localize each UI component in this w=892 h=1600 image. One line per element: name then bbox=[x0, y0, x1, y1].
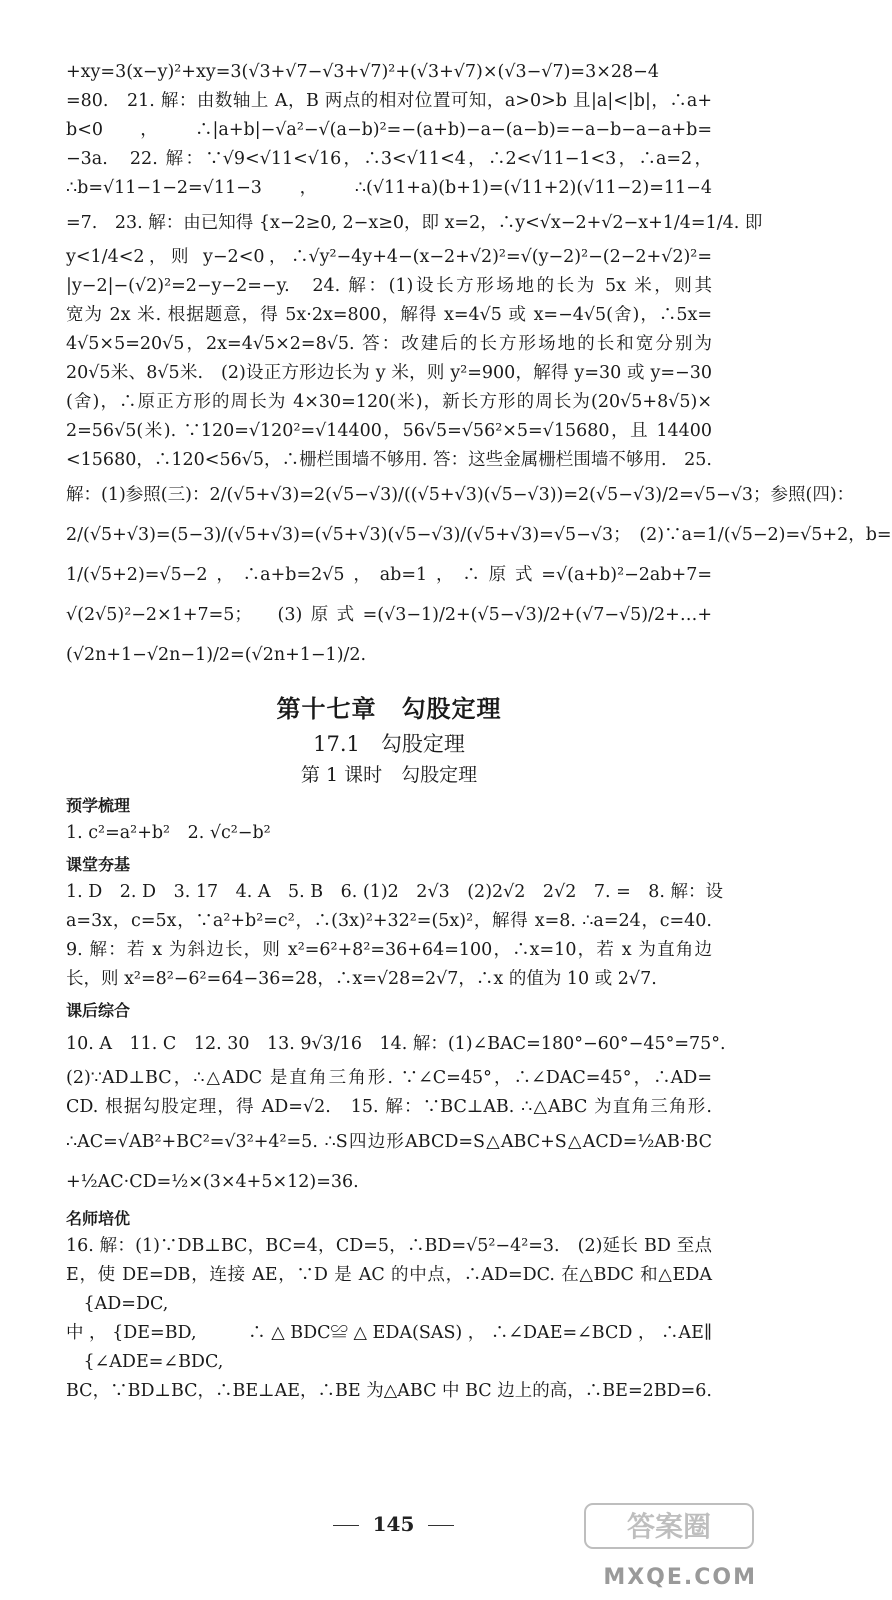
text-line: 9. 解：若 x 为斜边长，则 x²=6²+8²=36+64=100，∴x=10，若 x 为直角边 bbox=[66, 940, 712, 960]
section-heading: 名师培优 bbox=[66, 1209, 131, 1228]
section-homework bbox=[66, 998, 726, 1202]
answers-top-block bbox=[66, 58, 892, 675]
section-preview bbox=[66, 793, 712, 848]
text-line: −3a. 22. 解：∵√9<√11<√16，∴3<√11<4，∴2<√11−1<3，∴a=2， bbox=[66, 149, 712, 169]
text-line: BC，∵BD⊥BC，∴BE⊥AE，∴BE 为△ABC 中 BC 边上的高，∴BE=2BD=6. bbox=[66, 1381, 712, 1401]
text-line: √(2√5)²−2×1+7=5； (3)原式=(√3−1)/2+(√5−√3)/2+(√7−√5)/2+…+ bbox=[66, 605, 712, 625]
section-heading: 课堂夯基 bbox=[66, 855, 131, 874]
lesson-title: 第 1 课时 勾股定理 bbox=[300, 764, 478, 786]
divider bbox=[333, 1525, 359, 1526]
text-line: y<1/4<2，则 y−2<0，∴√y²−4y+4−(x−2+√2)²=√(y−2)²−(2−2+√2)²= bbox=[66, 247, 712, 267]
text-line: 1/(√5+2)=√5−2，∴a+b=2√5，ab=1，∴原式=√(a+b)²−2ab+7= bbox=[66, 565, 712, 585]
svg-text:答案圈: 答案圈 bbox=[626, 1510, 712, 1543]
chapter-title: 第十七章 勾股定理 bbox=[276, 695, 502, 723]
watermark-url: MXQE.COM bbox=[603, 1565, 757, 1590]
text-line: +xy=3(x−y)²+xy=3(√3+√7−√3+√7)²+(√3+√7)×(√3−√7)=3×28−4 bbox=[66, 62, 659, 82]
answer-page bbox=[66, 58, 892, 1406]
text-line: ∴b=√11−1−2=√11−3，∴(√11+a)(b+1)=(√11+2)(√11−2)=11−4 bbox=[66, 178, 712, 198]
text-line: 宽为 2x 米. 根据题意，得 5x·2x=800，解得 x=4√5 或 x=−4√5(舍)，∴5x= bbox=[66, 305, 712, 325]
text-line: b<0，∴|a+b|−√a²−√(a−b)²=−(a+b)−a−(a−b)=−a−b−a−a+b= bbox=[66, 120, 712, 140]
text-line: |y−2|−(√2)²=2−y−2=−y. 24. 解：(1)设长方形场地的长为 5x 米，则其 bbox=[66, 276, 712, 296]
text-line: 长，则 x²=8²−6²=64−36=28，∴x=√28=2√7，∴x 的值为 10 或 2√7. bbox=[66, 969, 657, 989]
text-line: CD. 根据勾股定理，得 AD=√2. 15. 解：∵BC⊥AB. ∴△ABC 为直角三角形. bbox=[66, 1097, 712, 1117]
text-line: =80. 21. 解：由数轴上 A，B 两点的相对位置可知，a>0>b 且|a|<|b|，∴a+ bbox=[66, 91, 712, 111]
text-line: 中，{DE=BD, ∴△BDC≌△EDA(SAS)，∴∠DAE=∠BCD，∴AE∥ bbox=[66, 1323, 712, 1343]
section-title: 17.1 勾股定理 bbox=[313, 732, 465, 756]
text-line: 解：(1)参照(三)：2/(√5+√3)=2(√5−√3)/((√5+√3)(√5−√3))=2(√5−√3)/2=√5−√3；参照(四)： bbox=[66, 485, 855, 505]
text-line: 1. c²=a²+b² 2. √c²−b² bbox=[66, 823, 271, 843]
text-line: (2)∵AD⊥BC，∴△ADC 是直角三角形. ∵∠C=45°，∴∠DAC=45°，∴AD= bbox=[66, 1068, 712, 1088]
section-classwork bbox=[66, 852, 724, 994]
text-line: <15680，∴120<56√5，∴栅栏围墙不够用. 答：这些金属栅栏围墙不够用. 25. bbox=[66, 450, 712, 470]
text-line: 10. A 11. C 12. 30 13. 9√3/16 14. 解：(1)∠BAC=180°−60°−45°=75°. bbox=[66, 1034, 726, 1054]
text-line: +½AC·CD=½×(3×4+5×12)=36. bbox=[66, 1172, 359, 1192]
text-line: a=3x，c=5x，∵a²+b²=c²，∴(3x)²+32²=(5x)²，解得 x=8. ∴a=24，c=40. bbox=[66, 911, 712, 931]
text-line: 2=56√5(米). ∵120=√120²=√14400，56√5=√56²×5=√15680，且 14400 bbox=[66, 421, 712, 441]
text-line: 1. D 2. D 3. 17 4. A 5. B 6. (1)2 2√3 (2)2√2 2√2 7. = 8. 解：设 bbox=[66, 882, 724, 902]
text-line: {AD=DC, bbox=[66, 1294, 169, 1314]
text-line: (√2n+1−√2n−1)/2=(√2n+1−1)/2. bbox=[66, 645, 367, 665]
section-heading: 课后综合 bbox=[66, 1001, 131, 1020]
text-line: ∴AC=√AB²+BC²=√3²+4²=5. ∴S四边形ABCD=S△ABC+S△ACD=½AB·BC bbox=[66, 1132, 712, 1152]
text-line: (舍)，∴原正方形的周长为 4×30=120(米)，新长方形的周长为(20√5+8√5)× bbox=[66, 392, 712, 412]
section-heading: 预学梳理 bbox=[66, 796, 131, 815]
text-line: 4√5×5=20√5，2x=4√5×2=8√5. 答：改建后的长方形场地的长和宽分别为 bbox=[66, 334, 712, 354]
text-line: E，使 DE=DB，连接 AE，∵D 是 AC 的中点，∴AD=DC. 在△BDC 和△EDA bbox=[66, 1265, 712, 1285]
page-number-text: 145 bbox=[372, 1512, 415, 1536]
section-advanced bbox=[66, 1206, 712, 1406]
text-line: 16. 解：(1)∵DB⊥BC，BC=4，CD=5，∴BD=√5²−4²=3. (2)延长 BD 至点 bbox=[66, 1236, 712, 1256]
text-line: =7. 23. 解：由已知得 {x−2≥0, 2−x≥0，即 x=2，∴y<√x−2+√2−x+1/4=1/4. 即 bbox=[66, 213, 763, 233]
text-line: 20√5米、8√5米. (2)设正方形边长为 y 米，则 y²=900，解得 y=30 或 y=−30 bbox=[66, 363, 712, 383]
divider bbox=[428, 1525, 454, 1526]
text-line: 2/(√5+√3)=(5−3)/(√5+√3)=(√5+√3)(√5−√3)/(√5+√3)=√5−√3； (2)∵a=1/(√5−2)=√5+2，b= bbox=[66, 525, 892, 545]
text-line: {∠ADE=∠BDC, bbox=[66, 1352, 224, 1372]
